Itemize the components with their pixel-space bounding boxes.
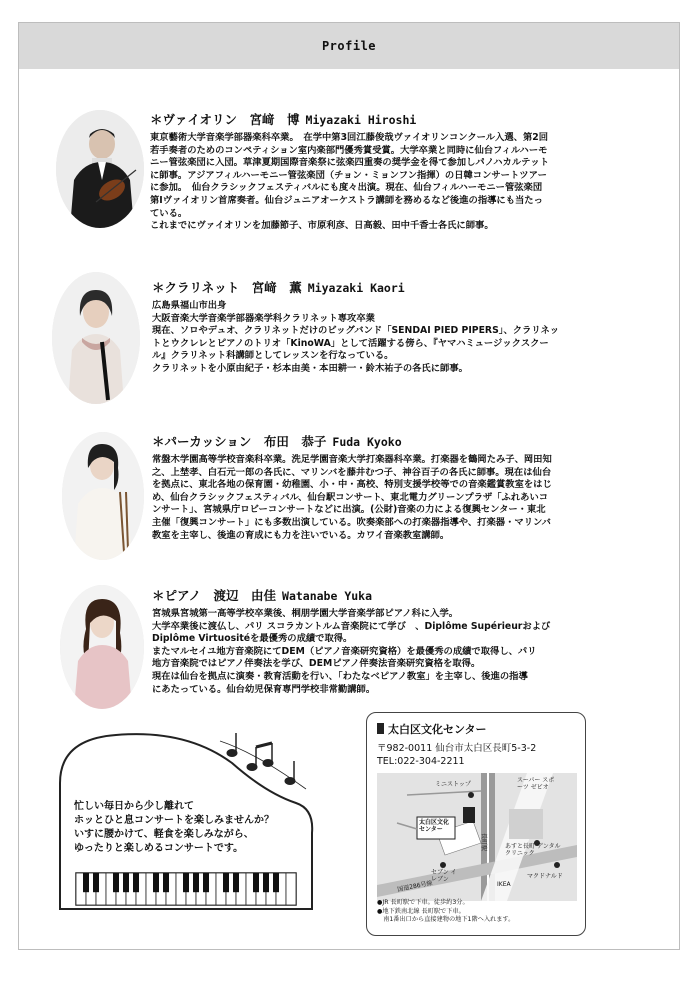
invitation-line: 忙しい毎日から少し離れて [74,801,194,812]
map-label-mcdonalds: マクドナルド [527,873,563,880]
map-label-dental: あすと長町 デンタルクリニック [505,843,561,857]
profile-bio: 常盤木学園高等学校音楽科卒業。洗足学園音楽大学打楽器科卒業。打楽器を鶴岡たみ子、岡田知 之、上埜孝、白石元一郎の各氏に、マリンバを藤井むつ子、神谷百子の各氏に師事。現在は仙台 を拠点に、東北各地の保育園・幼稚園、小・中・高校、特別支援学校等での音楽鑑賞教室をはじ め、仙台クラシックフェスティバル、仙台駅コンサート、東北電力グリーンプラザ「ふれあいコ ンサート」、宮城県庁ロビーコンサートなどに出演。(公財)音楽の力による復興センター・東北 主催「復興コンサート」にも多数出演している。吹奏楽部への打楽器指導や、打楽器・マリンバ 教室を主宰し、後進の育成にも力を注いでいる。カワイ音楽教室講師。 [152,454,552,541]
black-key [253,873,259,892]
profile-bio: 宮城県宮城第一高等学校卒業後、桐朋学園大学音楽学部ピアノ科に入学。 大学卒業後に渡仏し、パリ スコラカントルム音楽院にて学び 、Diplôme Supérieurおよび Diplôme Virtuositéを最優秀の成績で取得。 またマルセイユ地方音楽院にてDEM（ピアノ音楽研究資格）を最優秀の成績で取得し、パリ 地方音楽院ではピアノ伴奏法を学び、DEMピアノ伴奏法音楽研究資格を取得。 現在は仙台を拠点に演奏・教育活動を行い、「わたなベピアノ教室」を主宰し、後進の指導 にあたっている。仙台幼児保育専門学校非常勤講師。 [152,608,551,695]
map-label-seven: セブン イレブン [431,869,457,883]
access-note: ●JR 長町駅で下車。徒歩約3分。 [377,899,469,906]
map-label-ikea: IKEA [497,881,511,888]
profile-header [19,23,679,69]
black-key [273,873,279,892]
black-key [223,873,229,892]
black-key [183,873,189,892]
invitation-text [74,800,274,856]
photo-miyazaki-kaori [52,272,140,404]
profile-name: ＊ヴァイオリン 宮﨑 博 Miyazaki Hiroshi [150,112,417,127]
black-key [83,873,89,892]
venue-name: 太白区文化センター [377,721,487,737]
venue-map [377,773,577,901]
profile-bio: 広島県福山市出身 大阪音楽大学音楽学部器楽学科クラリネット専攻卒業 現在、ソロやデュオ、クラリネットだけのビッグバンド「SENDAI PIED PIPERS」、クラリネッ トとウクレレとピアノのトリオ「KinoWA」として活躍する傍ら、『ヤマハミュージックスクー ル』クラリネット科講師としてレッスンを行なっている。 クラリネットを小原由紀子・杉本由美・本田耕一・鈴木祐子の各氏に師事。 [152,300,560,374]
profile-miyazaki-hiroshi [150,110,650,233]
map-label-station: 長町駅 [480,833,487,852]
black-key [113,873,119,892]
map-label-road: 国道286号線 [396,879,433,894]
invitation-line: いすに腰かけて、軽食を楽しみながら、 [74,829,254,840]
photo-fuda-kyoko [62,432,144,560]
black-key [163,873,169,892]
black-key [263,873,269,892]
profile-name: ＊ピアノ 渡辺 由佳 Watanabe Yuka [152,588,373,603]
black-key [193,873,199,892]
black-key [153,873,159,892]
map-label-ministop: ミニストップ [435,781,471,788]
venue-marker-icon [377,723,384,734]
profile-bio: 東京藝術大学音楽学部器楽科卒業。 在学中第3回江藤俊哉ヴァイオリンコンクール入選、第2回 若手奏者のためのコンペティション室内楽部門優秀賞受賞。大学卒業と同時に仙台フィルハーモ ニー管弦楽団に入団。草津夏期国際音楽祭に弦楽四重奏の奨学金を得て参加しパノハカルテット に師事。アジアフィルハーモニー管弦楽団（チョン・ミョンフン指揮）の日韓コンサートツアー に参加。 仙台クラシックフェスティバルにも度々出演。現在、仙台フィルハーモニー管弦楽団 第Ⅰヴァイオリン首席奏者。仙台ジュニアオーケストラ講師を務めるなど後進の指導にも当たっ ている。 これまでにヴァイオリンを加藤節子、市原利彦、日高毅、田中千香士各氏に師事。 [150,132,550,232]
access-notes [377,899,582,925]
access-note: ●地下鉄南北線 長町駅で下車。 [377,907,465,915]
invitation-line: ゆったりと楽しめるコンサートです。 [74,843,244,854]
invitation-line: ホッとひと息コンサートを楽しみませんか？ [74,815,274,826]
map-label-supersports: スーパー スポーツ ゼビオ [517,777,555,791]
black-key [123,873,129,892]
piano-keyboard [76,873,296,905]
black-key [233,873,239,892]
venue-tel: TEL:022-304-2211 [377,756,465,767]
access-note: 南1番出口から直接建物の地下1階へ入れます。 [377,916,515,923]
profile-fuda-kyoko [152,432,652,542]
profile-name: ＊クラリネット 宮﨑 薫 Miyazaki Kaori [152,280,405,295]
black-key [133,873,139,892]
photo-miyazaki-hiroshi [56,110,144,228]
black-key [203,873,209,892]
photo-watanabe-yuka [60,585,144,709]
black-key [93,873,99,892]
map-label-center: 太白区文化 センター [419,819,450,833]
profile-miyazaki-kaori [152,278,650,376]
venue-card [366,712,586,936]
profile-name: ＊パーカッション 布田 恭子 Fuda Kyoko [152,434,402,449]
profile-watanabe-yuka [152,586,652,696]
page-title: Profile [321,39,377,53]
white-key [286,873,296,905]
venue-address: 〒982-0011 仙台市太白区長町5-3-2 [377,743,537,754]
